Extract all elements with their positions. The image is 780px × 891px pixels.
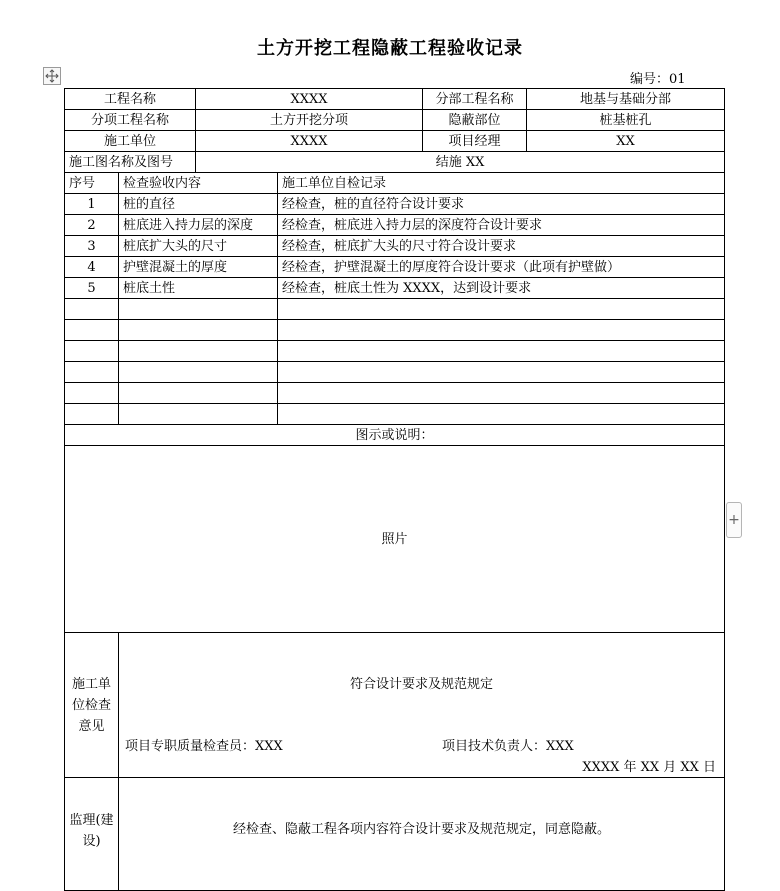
empty-cell[interactable] <box>119 362 278 383</box>
document-number: 编号：01 <box>630 72 686 87</box>
empty-table-row <box>65 341 725 362</box>
supervisor-opinion-text: 经检查、隐蔽工程各项内容符合设计要求及规范规定，同意隐蔽。 <box>233 822 611 837</box>
col-header-no: 序号 <box>65 173 119 194</box>
table-row <box>65 131 725 152</box>
table-row <box>65 236 725 257</box>
empty-cell[interactable] <box>65 320 119 341</box>
table-row <box>65 194 725 215</box>
contractor-opinion-text: 符合设计要求及规范规定 <box>350 677 494 692</box>
empty-cell[interactable] <box>278 320 725 341</box>
quality-inspector: 项目专职质量检查员：XXX <box>125 739 283 754</box>
subitem-label: 分项工程名称 <box>65 110 196 131</box>
project-name-value[interactable]: XXXX <box>196 89 423 110</box>
row-record[interactable]: 经检查，桩底扩大头的尺寸符合设计要求 <box>278 236 725 257</box>
col-header-record: 施工单位自检记录 <box>278 173 725 194</box>
empty-cell[interactable] <box>65 341 119 362</box>
empty-table-row <box>65 299 725 320</box>
row-record[interactable]: 经检查，桩的直径符合设计要求 <box>278 194 725 215</box>
row-no: 1 <box>65 194 119 215</box>
empty-table-row <box>65 362 725 383</box>
row-record[interactable]: 经检查，桩底进入持力层的深度符合设计要求 <box>278 215 725 236</box>
contractor-label: 施工单位 <box>65 131 196 152</box>
table-row <box>65 215 725 236</box>
row-no: 4 <box>65 257 119 278</box>
table-header-row <box>65 173 725 194</box>
table-row <box>65 89 725 110</box>
empty-cell[interactable] <box>278 362 725 383</box>
row-no: 3 <box>65 236 119 257</box>
project-name-label: 工程名称 <box>65 89 196 110</box>
empty-table-row <box>65 320 725 341</box>
hidden-part-label: 隐蔽部位 <box>423 110 527 131</box>
hidden-part-value[interactable]: 桩基桩孔 <box>527 110 725 131</box>
empty-cell[interactable] <box>65 404 119 425</box>
division-label: 分部工程名称 <box>423 89 527 110</box>
table-row <box>65 778 725 891</box>
supervisor-opinion-cell[interactable] <box>119 778 725 891</box>
row-record[interactable]: 经检查，桩底土性为 XXXX，达到设计要求 <box>278 278 725 299</box>
row-no: 5 <box>65 278 119 299</box>
add-column-icon[interactable]: + <box>726 502 742 538</box>
empty-cell[interactable] <box>65 362 119 383</box>
contractor-opinion-cell[interactable] <box>119 633 725 778</box>
col-header-content: 检查验收内容 <box>119 173 278 194</box>
empty-cell[interactable] <box>278 383 725 404</box>
drawing-value[interactable]: 结施 XX <box>196 152 725 173</box>
empty-cell[interactable] <box>119 341 278 362</box>
row-content[interactable]: 桩底进入持力层的深度 <box>119 215 278 236</box>
table-row <box>65 257 725 278</box>
contractor-value[interactable]: XXXX <box>196 131 423 152</box>
photo-area[interactable] <box>65 446 725 633</box>
acceptance-record-table <box>64 88 725 891</box>
row-no: 2 <box>65 215 119 236</box>
row-content[interactable]: 桩底扩大头的尺寸 <box>119 236 278 257</box>
empty-cell[interactable] <box>278 404 725 425</box>
row-record[interactable]: 经检查，护壁混凝土的厚度符合设计要求（此项有护壁做） <box>278 257 725 278</box>
empty-cell[interactable] <box>65 299 119 320</box>
table-row <box>65 152 725 173</box>
empty-cell[interactable] <box>119 383 278 404</box>
inspection-date: XXXX 年 XX 月 XX 日 <box>582 760 717 775</box>
empty-cell[interactable] <box>278 299 725 320</box>
empty-cell[interactable] <box>65 383 119 404</box>
row-content[interactable]: 桩底土性 <box>119 278 278 299</box>
table-row <box>65 278 725 299</box>
table-row <box>65 110 725 131</box>
empty-cell[interactable] <box>119 404 278 425</box>
empty-table-row <box>65 404 725 425</box>
technical-lead: 项目技术负责人：XXX <box>442 739 574 754</box>
drawing-label: 施工图名称及图号 <box>65 152 196 173</box>
row-content[interactable]: 护壁混凝土的厚度 <box>119 257 278 278</box>
empty-table-row <box>65 383 725 404</box>
illustration-label: 图示或说明： <box>65 425 725 446</box>
manager-label: 项目经理 <box>423 131 527 152</box>
empty-cell[interactable] <box>278 341 725 362</box>
document-title: 土方开挖工程隐蔽工程验收记录 <box>257 38 523 59</box>
table-row <box>65 633 725 778</box>
table-row <box>65 425 725 446</box>
empty-cell[interactable] <box>119 299 278 320</box>
table-row <box>65 446 725 633</box>
division-value[interactable]: 地基与基础分部 <box>527 89 725 110</box>
table-move-handle-icon[interactable] <box>43 67 61 85</box>
manager-value[interactable]: XX <box>527 131 725 152</box>
empty-cell[interactable] <box>119 320 278 341</box>
row-content[interactable]: 桩的直径 <box>119 194 278 215</box>
photo-placeholder: 照片 <box>381 531 408 547</box>
supervisor-opinion-label: 监理(建设) <box>65 778 119 891</box>
subitem-value[interactable]: 土方开挖分项 <box>196 110 423 131</box>
contractor-opinion-label: 施工单位检查意见 <box>65 633 119 778</box>
